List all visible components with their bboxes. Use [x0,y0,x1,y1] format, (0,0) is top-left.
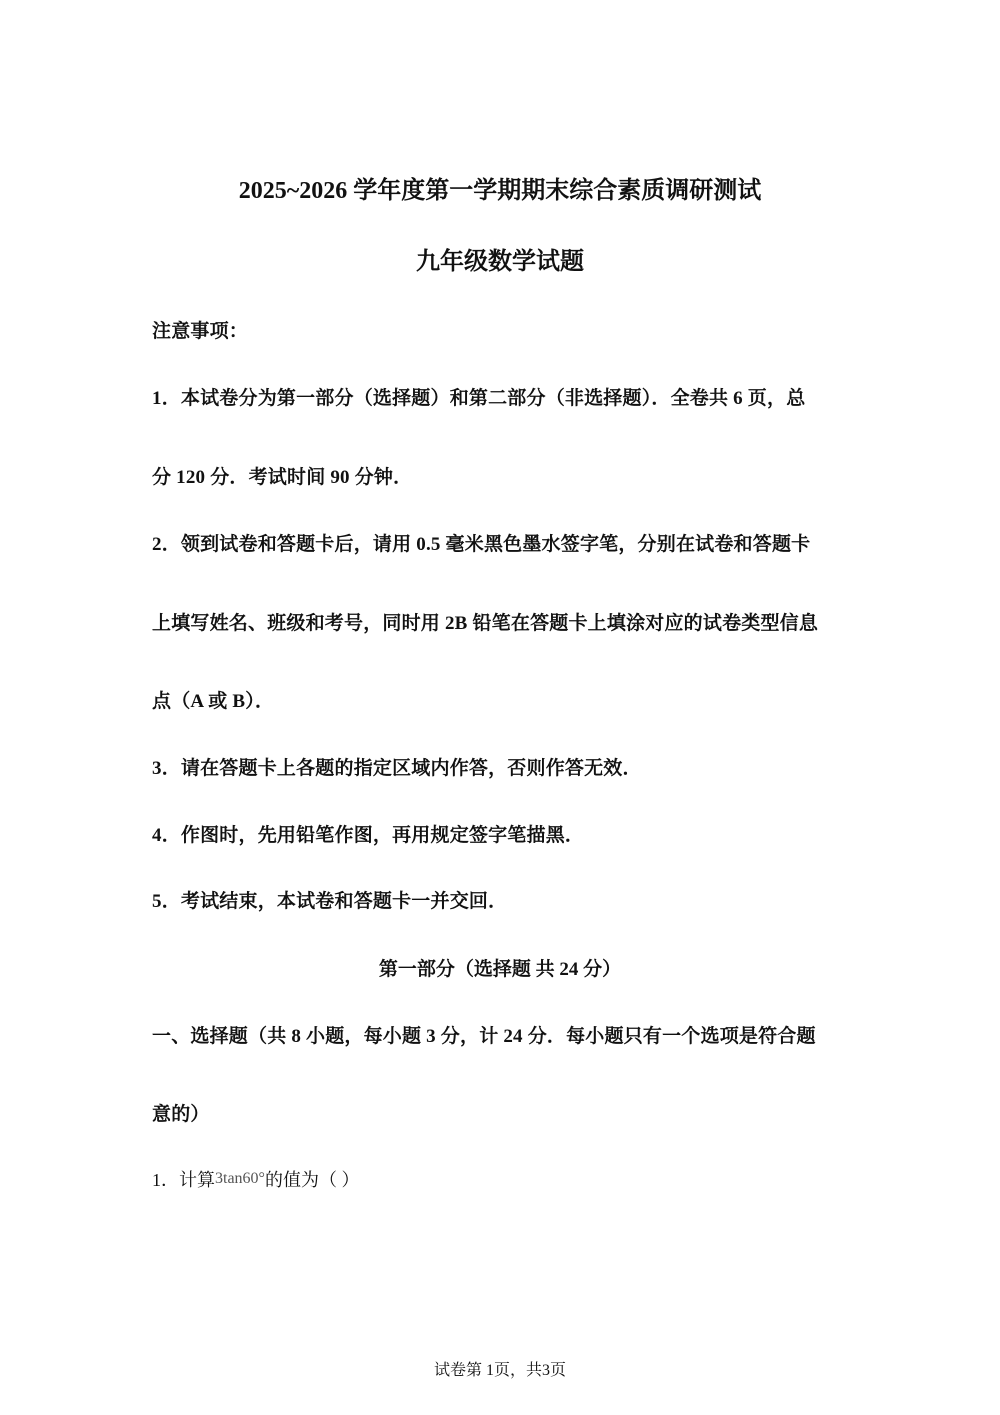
exam-title: 2025~2026 学年度第一学期期末综合素质调研测试 [238,178,762,204]
exam-subtitle: 九年级数学试题 [416,249,584,275]
notice-line: 5．考试结束，本试卷和答题卡一并交回． [152,891,508,912]
question-1-suffix: 的值为（ ） [264,1170,360,1190]
notice-line: 点（A 或 B）． [152,691,275,712]
notice-line: 2．领到试卷和答题卡后，请用 0.5 毫米黑色墨水签字笔，分别在试卷和答题卡 [152,534,811,555]
notice-line: 上填写姓名、班级和考号，同时用 2B 铅笔在答题卡上填涂对应的试卷类型信息 [152,613,819,634]
section-heading: 意的） [152,1104,210,1125]
page-footer: 试卷第 1页，共3页 [433,1362,566,1379]
section-heading: 一、选择题（共 8 小题，每小题 3 分，计 24 分．每小题只有一个选项是符合题 [152,1026,816,1047]
question-1-prefix: 1．计算 [152,1170,215,1190]
part-heading: 第一部分（选择题 共 24 分） [378,959,622,980]
notice-line: 3．请在答题卡上各题的指定区域内作答，否则作答无效． [152,758,642,779]
question-1 [152,1166,359,1192]
notice-line: 1．本试卷分为第一部分（选择题）和第二部分（非选择题）．全卷共 6 页，总 [152,388,806,409]
notice-line: 分 120 分．考试时间 90 分钟． [152,467,413,488]
notice-line: 4．作图时，先用铅笔作图，再用规定签字笔描黑． [152,825,585,846]
question-1-math: 3tan60° [215,1170,265,1187]
notice-heading: 注意事项： [152,321,249,342]
